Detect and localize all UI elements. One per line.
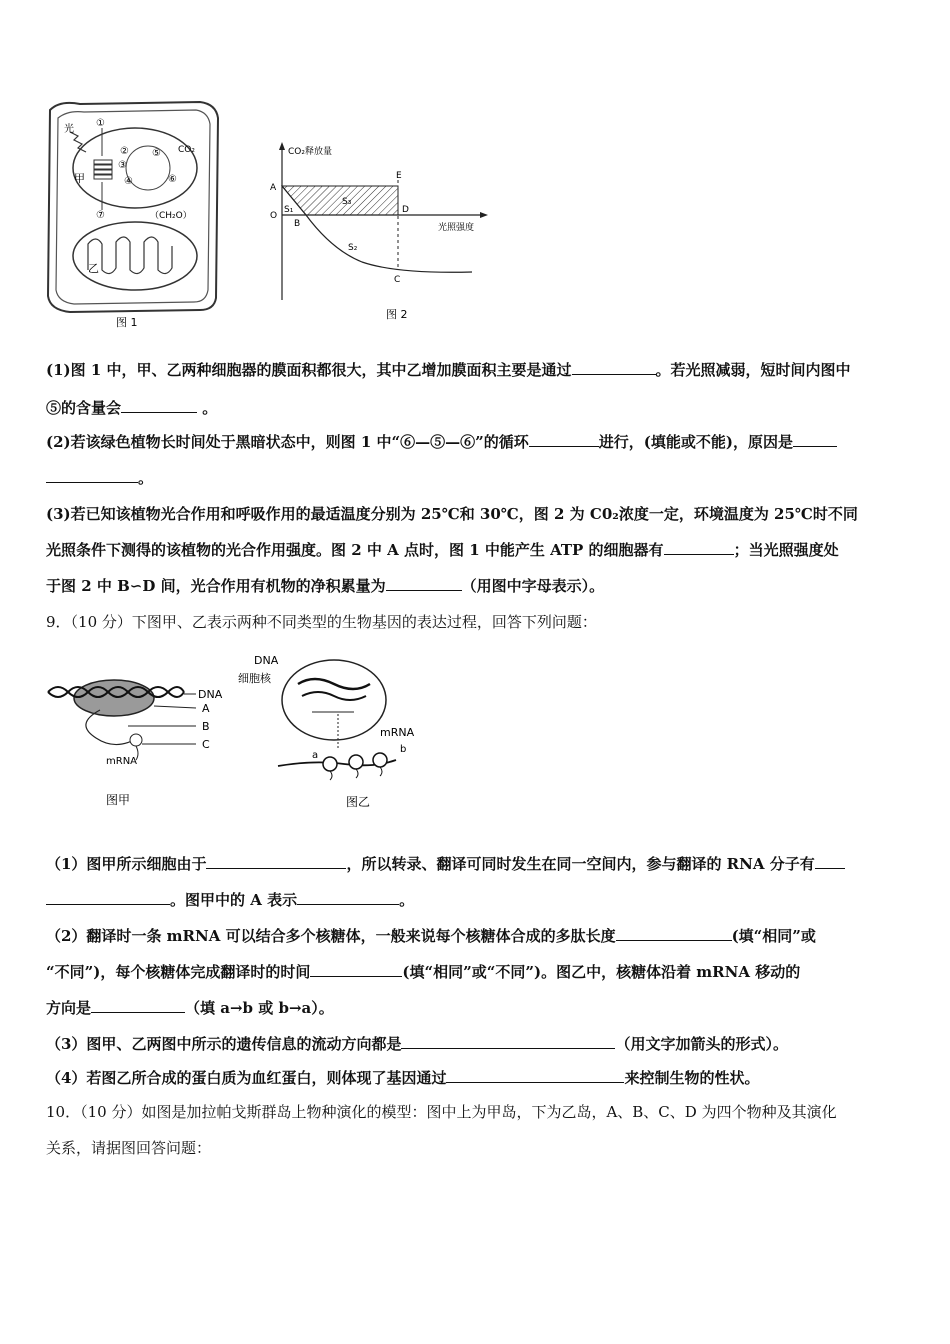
q9-part1-line2: 。图甲中的 A 表示 。 [46,890,906,910]
point-o: O [270,211,278,221]
nucleus [282,660,386,740]
q8-part3-line3: 于图 2 中 B∽D 间，光合作用有机物的净积累量为 （用图中字母表示）。 [46,577,605,595]
point-e: E [396,171,402,181]
answer-blank[interactable] [46,890,170,905]
nucleus-label: 细胞核 [238,672,271,685]
q8-part2-line1: (2)若该绿色植物长时间处于黑暗状态中，则图 1 中“⑥—⑤—⑥”的循环 进行，(填能或不能)，原因是 [46,432,906,452]
mrna-label: mRNA [106,756,138,767]
cristae [88,237,172,274]
answer-blank[interactable] [529,432,599,447]
thylakoid-stack [94,160,112,179]
q8-part1-line2: ⑤的含量会 。 [46,399,218,417]
light-arrow-icon [70,132,86,152]
answer-blank[interactable] [572,360,656,375]
q9-part4: （4）若图乙所合成的蛋白质为血红蛋白，则体现了基因通过 来控制生物的性状。 [46,1069,760,1087]
ch2o-label: （CH₂O） [150,211,192,221]
dna-label: DNA [254,654,279,667]
figure-2-graph [262,140,490,330]
answer-blank[interactable] [815,854,845,869]
q8-part1-line1: (1)图 1 中，甲、乙两种细胞器的膜面积都很大，其中乙增加膜面积主要是通过 。若光照减弱，短时间内图中 [46,361,851,379]
figA-caption: 图甲 [106,793,131,807]
a-label: A [202,702,210,715]
s1-label: S₁ [284,205,294,215]
num-7: ⑦ [96,210,105,221]
q10-line1: 10．（10 分）如图是加拉帕戈斯群岛上物种演化的模型：图中上为甲岛，下为乙岛，A、B、C、D 为四个物种及其演化 [46,1103,837,1121]
b-label: B [202,720,210,733]
y-axis-arrow-icon [279,142,285,150]
figB-caption: 图乙 [346,795,371,809]
x-axis-label: 光照强度 [438,223,475,233]
answer-blank[interactable] [664,540,734,555]
q8-part3-line2: 光照条件下测得的该植物的光合作用强度。图 2 中 A 点时，图 1 中能产生 ATP 的细胞器有 ；当光照强度处 [46,541,839,559]
light-label: 光 [64,124,74,135]
num-4: ④ [124,176,133,187]
s2-label: S₂ [348,243,358,253]
num-3: ③ [118,160,127,171]
dna-coil-top [298,679,370,689]
fig2-caption: 图 2 [386,308,408,321]
answer-blank[interactable] [121,398,197,413]
answer-blank[interactable] [446,1068,624,1083]
num-2: ② [120,146,129,157]
point-a: A [270,183,277,193]
mrna-label: mRNA [380,726,415,739]
answer-blank[interactable] [297,890,399,905]
answer-blank[interactable] [386,576,462,591]
end-a-label: a [312,750,319,761]
y-axis-label: CO₂释放量 [288,147,332,157]
answer-blank[interactable] [793,432,837,447]
jia-label: 甲 [74,172,85,185]
answer-blank[interactable] [616,926,732,941]
point-b: B [294,219,301,229]
x-axis-arrow-icon [480,212,488,218]
s3-area [282,186,398,215]
yi-label: 乙 [88,262,99,275]
dna-label: DNA [198,688,223,701]
q9-part2-line3: 方向是 （填 a→b 或 b→a）。 [46,999,334,1017]
point-d: D [402,205,409,215]
figure-jia-prokaryote [44,664,244,814]
ribosome-2 [349,755,363,769]
s3-label: S₃ [342,197,352,207]
dna-coil-bottom [302,692,366,700]
q8-part3-line1: (3)若已知该植物光合作用和呼吸作用的最适温度分别为 25℃和 30℃，图 2 为 C0₂浓度一定，环境温度为 25℃时不同 [46,505,858,523]
figure-yi-eukaryote [234,648,434,814]
fig1-caption: 图 1 [116,316,138,329]
chloroplast [73,128,197,208]
answer-blank[interactable] [46,468,138,483]
num-5: ⑤ [152,148,161,159]
ribosome-1 [323,757,337,771]
ribosome [130,734,142,746]
point-c: C [394,275,401,285]
end-b-label: b [400,744,407,755]
answer-blank[interactable] [401,1034,615,1049]
co2-label: CO₂ [178,145,195,155]
q8-part2-line2: 。 [46,468,906,488]
num-6: ⑥ [168,174,177,185]
q9-part3: （3）图甲、乙两图中所示的遗传信息的流动方向都是 （用文字加箭头的形式）。 [46,1035,788,1053]
q9-part2-line1: （2）翻译时一条 mRNA 可以结合多个核糖体，一般来说每个核糖体合成的多肽长度 (填“相同”或 [46,927,816,945]
mitochondrion [73,222,197,290]
c-label: C [202,738,210,751]
q9-header: 9．（10 分）下图甲、乙表示两种不同类型的生物基因的表达过程，回答下列问题： [46,613,597,631]
answer-blank[interactable] [91,998,185,1013]
a-pointer [154,706,196,708]
num-1: ① [96,118,105,129]
figure-1-plant-cell [40,98,230,338]
answer-blank[interactable] [310,962,402,977]
q9-part1-line1: （1）图甲所示细胞由于 ，所以转录、翻译可同时发生在同一空间内，参与翻译的 RNA 分子有 [46,854,906,874]
answer-blank[interactable] [206,854,346,869]
q10-line2: 关系，请据图回答问题： [46,1139,212,1157]
ribosome-3 [373,753,387,767]
dna-region [74,680,154,716]
q9-part2-line2: “不同”)，每个核糖体完成翻译时的时间 (填“相同”或“不同”)。图乙中，核糖体沿着 mRNA 移动的 [46,963,801,981]
